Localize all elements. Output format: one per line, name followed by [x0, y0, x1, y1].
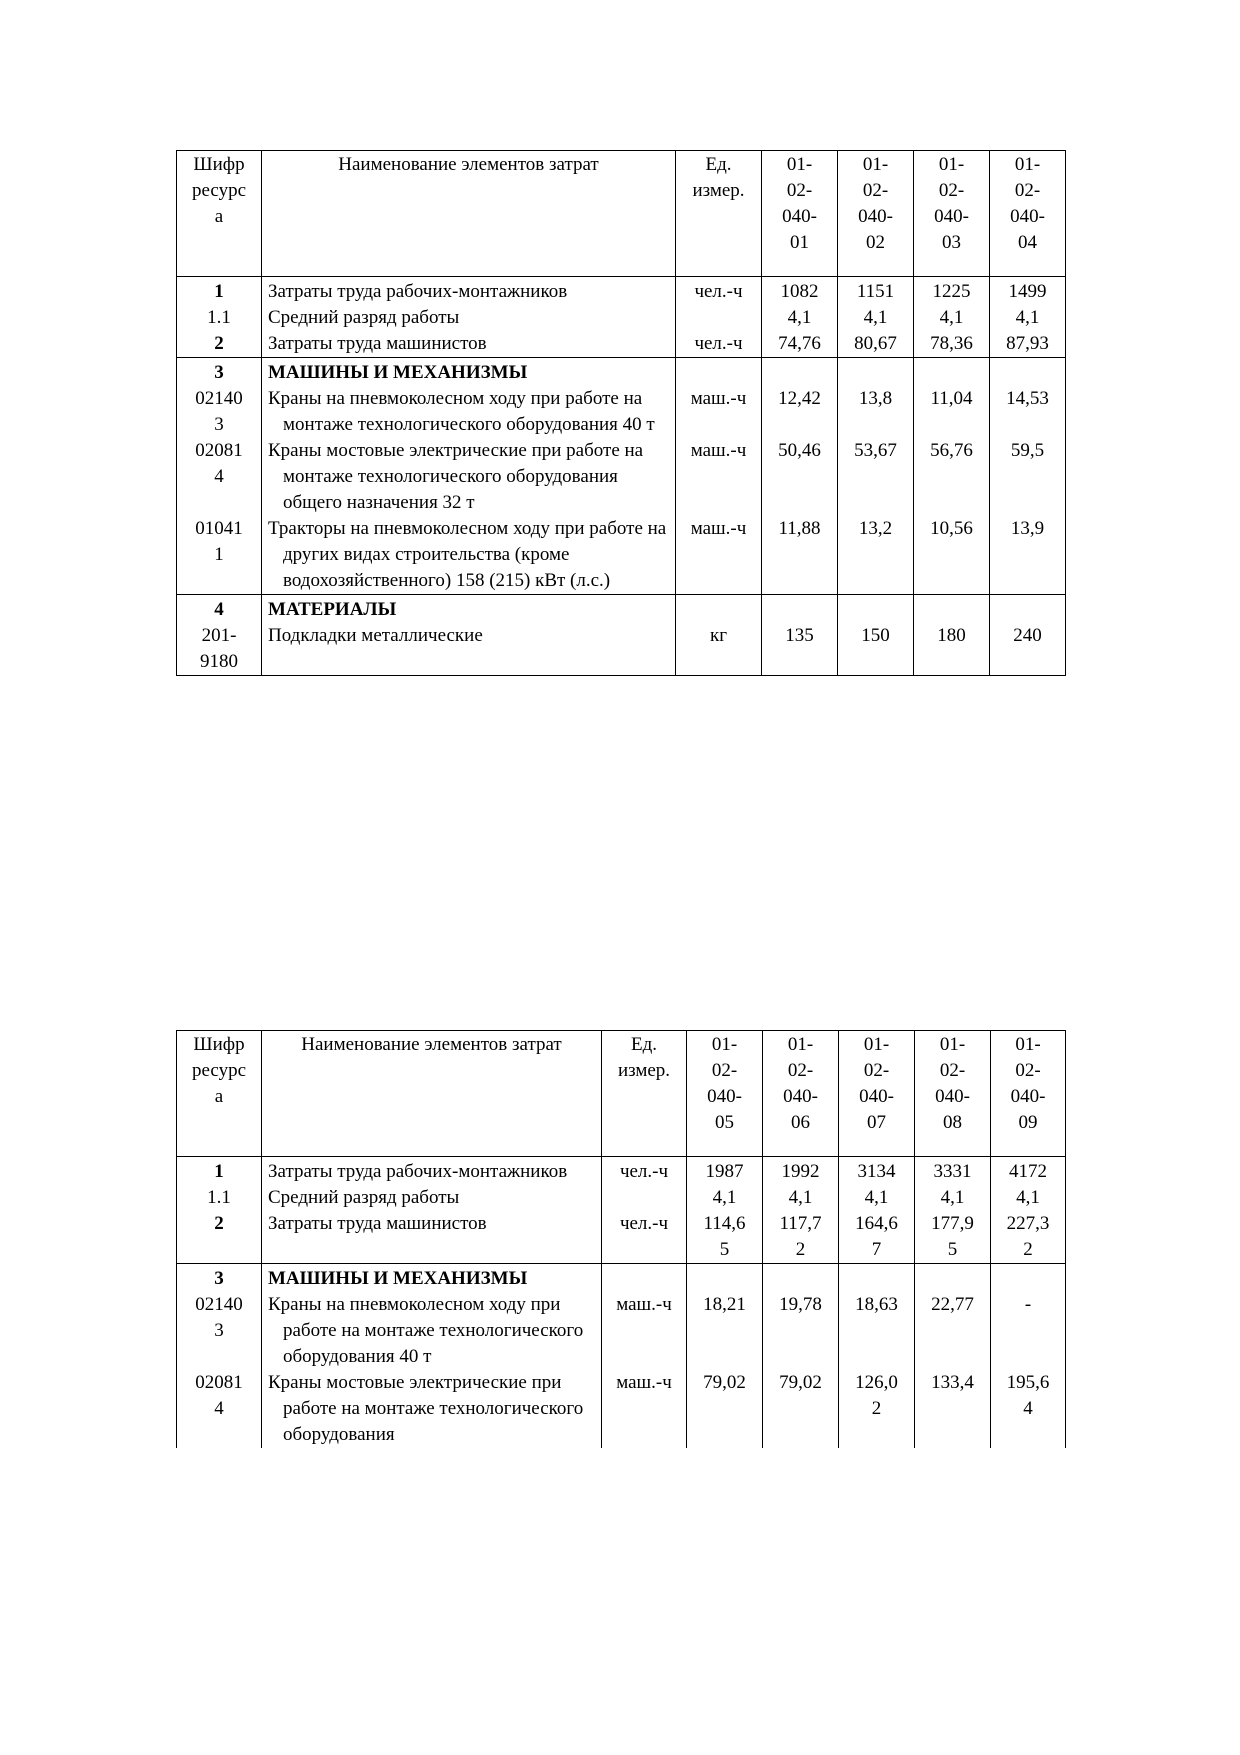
- row-value: 126,0 2: [839, 1370, 915, 1448]
- row-value: 11,88: [762, 516, 838, 595]
- section-title: МАШИНЫ И МЕХАНИЗМЫ: [262, 1264, 602, 1293]
- table-header-row: [177, 1031, 1066, 1157]
- row-value: 4,1: [838, 305, 914, 331]
- row-name: Подкладки металлические: [262, 623, 676, 676]
- row-value: 227,3 2: [991, 1211, 1066, 1264]
- row-value: 11,04: [914, 386, 990, 438]
- row-name: Тракторы на пневмоколесном ходу при работе на других видах строительства (кроме водохозяйственного) 158 (215) кВт (л.с.): [268, 518, 667, 591]
- row-value: 240: [990, 623, 1066, 676]
- row-value: 18,63: [839, 1292, 915, 1370]
- row-code: 01041 1: [177, 516, 262, 595]
- table-row: [177, 1292, 1066, 1370]
- row-name: Краны мостовые электрические при работе на монтаже технологического оборудования: [268, 1372, 584, 1445]
- row-value: 19,78: [763, 1292, 839, 1370]
- row-code: 201- 9180: [177, 623, 262, 676]
- table-section-row: [177, 595, 1066, 624]
- row-name: Краны мостовые электрические при работе на монтаже технологического оборудования общего назначения 32 т: [268, 440, 644, 513]
- row-name: Краны на пневмоколесном ходу при работе на монтаже технологического оборудования 40 т: [268, 388, 655, 435]
- row-value: 1082: [762, 277, 838, 306]
- row-unit: чел.-ч: [676, 277, 762, 306]
- header-col: 01- 02- 040- 06: [763, 1031, 839, 1157]
- row-value: 53,67: [838, 438, 914, 516]
- row-unit: маш.-ч: [676, 386, 762, 438]
- row-value: 22,77: [915, 1292, 991, 1370]
- table-row: [177, 1185, 1066, 1211]
- row-value: 80,67: [838, 331, 914, 358]
- row-value: 4,1: [839, 1185, 915, 1211]
- row-value: 4172: [991, 1157, 1066, 1186]
- row-value: 59,5: [990, 438, 1066, 516]
- row-value: 13,2: [838, 516, 914, 595]
- table-row: [177, 516, 1066, 595]
- header-col: 01- 02- 040- 04: [990, 151, 1066, 277]
- row-value: 1499: [990, 277, 1066, 306]
- row-value: 79,02: [687, 1370, 763, 1448]
- row-code: 1.1: [177, 1185, 262, 1211]
- row-value: 4,1: [762, 305, 838, 331]
- table-section-row: [177, 1264, 1066, 1293]
- row-value: 1225: [914, 277, 990, 306]
- row-value: 10,56: [914, 516, 990, 595]
- row-value: 1151: [838, 277, 914, 306]
- header-col: 01- 02- 040- 02: [838, 151, 914, 277]
- row-code: 02081 4: [177, 1370, 262, 1448]
- row-value: 180: [914, 623, 990, 676]
- row-value: 4,1: [915, 1185, 991, 1211]
- row-unit: маш.-ч: [676, 516, 762, 595]
- header-code: Шифр ресурс а: [177, 1031, 262, 1157]
- section-title: МАТЕРИАЛЫ: [262, 595, 676, 624]
- table-row: [177, 1211, 1066, 1264]
- row-unit: маш.-ч: [602, 1292, 687, 1370]
- row-name: Затраты труда машинистов: [262, 1211, 602, 1264]
- row-name: Затраты труда машинистов: [262, 331, 676, 358]
- row-value: 12,42: [762, 386, 838, 438]
- table-row: [177, 623, 1066, 676]
- row-value: 4,1: [687, 1185, 763, 1211]
- row-value: 150: [838, 623, 914, 676]
- table-row: [177, 1157, 1066, 1186]
- header-col: 01- 02- 040- 05: [687, 1031, 763, 1157]
- row-value: 117,7 2: [763, 1211, 839, 1264]
- header-name: Наименование элементов затрат: [262, 1031, 602, 1157]
- header-name: Наименование элементов затрат: [262, 151, 676, 277]
- header-code: Шифр ресурс а: [177, 151, 262, 277]
- header-col: 01- 02- 040- 03: [914, 151, 990, 277]
- row-code: 2: [177, 331, 262, 358]
- row-value: 74,76: [762, 331, 838, 358]
- row-unit: кг: [676, 623, 762, 676]
- table-header-row: [177, 151, 1066, 277]
- row-value: 13,9: [990, 516, 1066, 595]
- header-col: 01- 02- 040- 07: [839, 1031, 915, 1157]
- row-value: 4,1: [763, 1185, 839, 1211]
- header-unit: Ед. измер.: [602, 1031, 687, 1157]
- row-value: 3134: [839, 1157, 915, 1186]
- resource-cost-table-1: [176, 150, 1066, 676]
- row-name: Средний разряд работы: [262, 305, 676, 331]
- row-code: 1: [177, 1157, 262, 1186]
- row-value: 195,6 4: [991, 1370, 1066, 1448]
- row-name: Затраты труда рабочих-монтажников: [262, 277, 676, 306]
- row-unit: [602, 1185, 687, 1211]
- row-code: 02140 3: [177, 386, 262, 438]
- header-col: 01- 02- 040- 08: [915, 1031, 991, 1157]
- row-code: 2: [177, 1211, 262, 1264]
- row-value: 50,46: [762, 438, 838, 516]
- row-value: 135: [762, 623, 838, 676]
- row-name: Средний разряд работы: [262, 1185, 602, 1211]
- row-name: Краны на пневмоколесном ходу при работе на монтаже технологического оборудования 40 т: [268, 1294, 584, 1367]
- row-value: 18,21: [687, 1292, 763, 1370]
- row-unit: [676, 305, 762, 331]
- row-value: 1992: [763, 1157, 839, 1186]
- row-value: 1987: [687, 1157, 763, 1186]
- row-value: 3331: [915, 1157, 991, 1186]
- row-code: 02140 3: [177, 1292, 262, 1370]
- row-unit: чел.-ч: [676, 331, 762, 358]
- table-row: [177, 438, 1066, 516]
- table-row: [177, 331, 1066, 358]
- row-code: 1: [177, 277, 262, 306]
- header-col: 01- 02- 040- 01: [762, 151, 838, 277]
- table-row: [177, 386, 1066, 438]
- section-title: МАШИНЫ И МЕХАНИЗМЫ: [262, 358, 676, 387]
- table-row: [177, 1370, 1066, 1448]
- row-unit: чел.-ч: [602, 1211, 687, 1264]
- row-unit: чел.-ч: [602, 1157, 687, 1186]
- header-unit: Ед. измер.: [676, 151, 762, 277]
- section-code: 3: [177, 358, 262, 387]
- section-code: 4: [177, 595, 262, 624]
- row-value: 79,02: [763, 1370, 839, 1448]
- row-code: 02081 4: [177, 438, 262, 516]
- header-col: 01- 02- 040- 09: [991, 1031, 1066, 1157]
- table-row: [177, 305, 1066, 331]
- table-section-row: [177, 358, 1066, 387]
- row-value: 78,36: [914, 331, 990, 358]
- row-value: 4,1: [914, 305, 990, 331]
- row-value: -: [991, 1292, 1066, 1370]
- row-value: 114,6 5: [687, 1211, 763, 1264]
- row-value: 177,9 5: [915, 1211, 991, 1264]
- row-unit: маш.-ч: [602, 1370, 687, 1448]
- row-value: 87,93: [990, 331, 1066, 358]
- row-value: 164,6 7: [839, 1211, 915, 1264]
- resource-cost-table-2: [176, 1030, 1066, 1448]
- row-value: 4,1: [990, 305, 1066, 331]
- row-value: 133,4: [915, 1370, 991, 1448]
- page-bottom-margin: [170, 1585, 1070, 1755]
- row-value: 13,8: [838, 386, 914, 438]
- row-value: 4,1: [991, 1185, 1066, 1211]
- row-value: 14,53: [990, 386, 1066, 438]
- row-name: Затраты труда рабочих-монтажников: [268, 1161, 568, 1182]
- section-code: 3: [177, 1264, 262, 1293]
- row-code: 1.1: [177, 305, 262, 331]
- row-unit: маш.-ч: [676, 438, 762, 516]
- table-row: [177, 277, 1066, 306]
- row-value: 56,76: [914, 438, 990, 516]
